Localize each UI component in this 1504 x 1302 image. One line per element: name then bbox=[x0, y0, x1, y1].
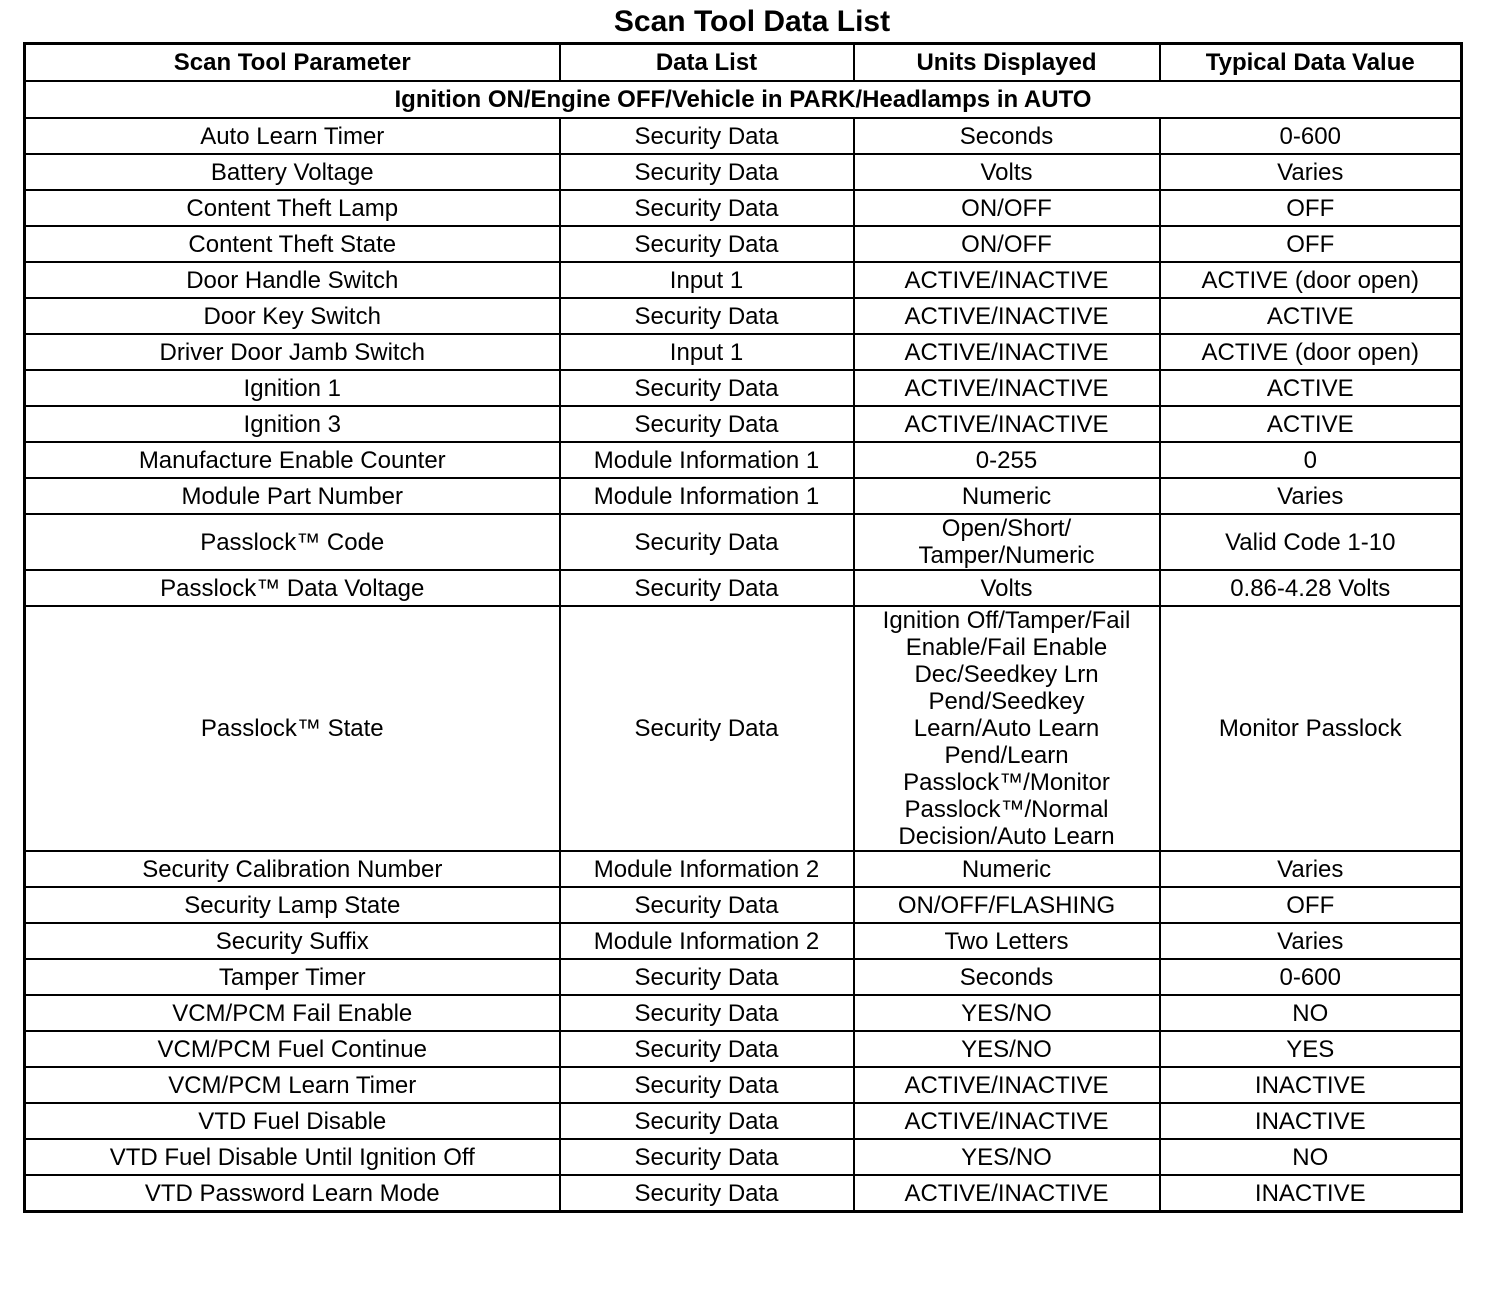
units-line: ACTIVE/INACTIVE bbox=[904, 410, 1109, 438]
cell-units-displayed bbox=[854, 606, 1160, 851]
table-row bbox=[25, 995, 1462, 1031]
cell-data-list: Security Data bbox=[560, 370, 854, 406]
units-line: Passlock™/Monitor bbox=[903, 769, 1110, 796]
cell-units-displayed bbox=[854, 478, 1160, 514]
cell-parameter: Door Key Switch bbox=[25, 298, 560, 334]
cell-parameter: VCM/PCM Fuel Continue bbox=[25, 1031, 560, 1067]
cell-data-list: Input 1 bbox=[560, 334, 854, 370]
cell-units-displayed bbox=[854, 995, 1160, 1031]
cell-parameter: Security Suffix bbox=[25, 923, 560, 959]
scan-tool-data-table bbox=[23, 42, 1463, 1213]
units-line: YES/NO bbox=[961, 1035, 1052, 1063]
table-row bbox=[25, 406, 1462, 442]
cell-parameter: Content Theft State bbox=[25, 226, 560, 262]
cell-units-displayed bbox=[854, 1175, 1160, 1212]
page-title: Scan Tool Data List bbox=[613, 5, 891, 38]
units-line: ACTIVE/INACTIVE bbox=[904, 1107, 1109, 1135]
table-row bbox=[25, 1139, 1462, 1175]
cell-data-list: Security Data bbox=[560, 1103, 854, 1139]
table-row bbox=[25, 370, 1462, 406]
table-row bbox=[25, 442, 1462, 478]
units-line: ACTIVE/INACTIVE bbox=[904, 1179, 1109, 1207]
cell-data-list: Security Data bbox=[560, 154, 854, 190]
units-line: Tamper/Numeric bbox=[918, 542, 1095, 569]
units-line: ACTIVE/INACTIVE bbox=[904, 302, 1109, 330]
cell-units-displayed bbox=[854, 570, 1160, 606]
cell-units-displayed bbox=[854, 118, 1160, 154]
table-row bbox=[25, 118, 1462, 154]
units-line: Numeric bbox=[961, 855, 1052, 883]
units-line: ACTIVE/INACTIVE bbox=[904, 266, 1109, 294]
table-row bbox=[25, 923, 1462, 959]
cell-units-displayed bbox=[854, 887, 1160, 923]
cell-typical-data-value: 0 bbox=[1160, 442, 1462, 478]
table-row bbox=[25, 887, 1462, 923]
units-line: Enable/Fail Enable bbox=[905, 634, 1108, 661]
cell-data-list: Security Data bbox=[560, 226, 854, 262]
cell-parameter: Passlock™ Code bbox=[25, 514, 560, 570]
cell-units-displayed bbox=[854, 298, 1160, 334]
cell-parameter: Passlock™ State bbox=[25, 606, 560, 851]
cell-data-list: Security Data bbox=[560, 995, 854, 1031]
cell-parameter: Ignition 3 bbox=[25, 406, 560, 442]
table-row bbox=[25, 478, 1462, 514]
cell-units-displayed bbox=[854, 1139, 1160, 1175]
cell-parameter: Security Calibration Number bbox=[25, 851, 560, 887]
units-line: ON/OFF bbox=[961, 230, 1052, 258]
cell-parameter: VCM/PCM Learn Timer bbox=[25, 1067, 560, 1103]
cell-units-displayed bbox=[854, 406, 1160, 442]
cell-typical-data-value: ACTIVE bbox=[1160, 406, 1462, 442]
cell-units-displayed bbox=[854, 851, 1160, 887]
cell-parameter: VTD Password Learn Mode bbox=[25, 1175, 560, 1212]
units-line: Seconds bbox=[959, 122, 1054, 150]
cell-parameter: Driver Door Jamb Switch bbox=[25, 334, 560, 370]
cell-data-list: Security Data bbox=[560, 606, 854, 851]
cell-parameter: Manufacture Enable Counter bbox=[25, 442, 560, 478]
cell-data-list: Security Data bbox=[560, 1031, 854, 1067]
cell-parameter: Auto Learn Timer bbox=[25, 118, 560, 154]
header-row bbox=[25, 44, 1462, 82]
cell-typical-data-value: ACTIVE (door open) bbox=[1160, 262, 1462, 298]
cell-units-displayed bbox=[854, 262, 1160, 298]
section-row bbox=[25, 81, 1462, 118]
cell-data-list: Security Data bbox=[560, 1139, 854, 1175]
cell-data-list: Security Data bbox=[560, 959, 854, 995]
table-row bbox=[25, 514, 1462, 570]
units-line: ON/OFF bbox=[961, 194, 1052, 222]
cell-typical-data-value: 0-600 bbox=[1160, 959, 1462, 995]
cell-units-displayed bbox=[854, 514, 1160, 570]
cell-typical-data-value: OFF bbox=[1160, 887, 1462, 923]
cell-typical-data-value: YES bbox=[1160, 1031, 1462, 1067]
cell-typical-data-value: Varies bbox=[1160, 923, 1462, 959]
cell-typical-data-value: INACTIVE bbox=[1160, 1175, 1462, 1212]
cell-typical-data-value: Varies bbox=[1160, 851, 1462, 887]
section-condition: Ignition ON/Engine OFF/Vehicle in PARK/Headlamps in AUTO bbox=[25, 81, 1462, 118]
cell-typical-data-value: 0.86-4.28 Volts bbox=[1160, 570, 1462, 606]
cell-data-list: Security Data bbox=[560, 887, 854, 923]
cell-data-list: Security Data bbox=[560, 514, 854, 570]
table-row bbox=[25, 570, 1462, 606]
cell-data-list: Security Data bbox=[560, 118, 854, 154]
cell-typical-data-value: OFF bbox=[1160, 190, 1462, 226]
units-line: ACTIVE/INACTIVE bbox=[904, 374, 1109, 402]
table-row bbox=[25, 1103, 1462, 1139]
cell-units-displayed bbox=[854, 959, 1160, 995]
cell-data-list: Input 1 bbox=[560, 262, 854, 298]
units-line: 0-255 bbox=[975, 446, 1038, 474]
header-typical-data-value: Typical Data Value bbox=[1160, 44, 1462, 82]
cell-units-displayed bbox=[854, 1031, 1160, 1067]
cell-parameter: Door Handle Switch bbox=[25, 262, 560, 298]
units-line: Seconds bbox=[959, 963, 1054, 991]
cell-parameter: VCM/PCM Fail Enable bbox=[25, 995, 560, 1031]
cell-units-displayed bbox=[854, 442, 1160, 478]
cell-data-list: Module Information 2 bbox=[560, 923, 854, 959]
cell-typical-data-value: ACTIVE (door open) bbox=[1160, 334, 1462, 370]
cell-typical-data-value: Monitor Passlock bbox=[1160, 606, 1462, 851]
units-line: YES/NO bbox=[961, 1143, 1052, 1171]
table-row bbox=[25, 851, 1462, 887]
table-row bbox=[25, 606, 1462, 851]
cell-parameter: Ignition 1 bbox=[25, 370, 560, 406]
cell-parameter: VTD Fuel Disable Until Ignition Off bbox=[25, 1139, 560, 1175]
cell-data-list: Security Data bbox=[560, 190, 854, 226]
cell-parameter: VTD Fuel Disable bbox=[25, 1103, 560, 1139]
units-line: Ignition Off/Tamper/Fail bbox=[882, 607, 1131, 634]
cell-parameter: Security Lamp State bbox=[25, 887, 560, 923]
cell-typical-data-value: ACTIVE bbox=[1160, 298, 1462, 334]
cell-data-list: Security Data bbox=[560, 1175, 854, 1212]
table-row bbox=[25, 959, 1462, 995]
table-row bbox=[25, 154, 1462, 190]
units-line: Decision/Auto Learn bbox=[898, 823, 1115, 850]
table-row bbox=[25, 190, 1462, 226]
cell-typical-data-value: Valid Code 1-10 bbox=[1160, 514, 1462, 570]
cell-data-list: Security Data bbox=[560, 570, 854, 606]
cell-units-displayed bbox=[854, 190, 1160, 226]
units-line: Open/Short/ bbox=[941, 515, 1072, 542]
header-units-displayed: Units Displayed bbox=[854, 44, 1160, 82]
table-row bbox=[25, 262, 1462, 298]
header-data-list: Data List bbox=[560, 44, 854, 82]
cell-typical-data-value: NO bbox=[1160, 1139, 1462, 1175]
table-row bbox=[25, 334, 1462, 370]
cell-units-displayed bbox=[854, 334, 1160, 370]
units-line: Two Letters bbox=[944, 927, 1069, 955]
cell-data-list: Module Information 1 bbox=[560, 442, 854, 478]
cell-typical-data-value: OFF bbox=[1160, 226, 1462, 262]
units-line: Numeric bbox=[961, 482, 1052, 510]
cell-data-list: Security Data bbox=[560, 1067, 854, 1103]
cell-parameter: Passlock™ Data Voltage bbox=[25, 570, 560, 606]
cell-data-list: Module Information 1 bbox=[560, 478, 854, 514]
cell-data-list: Module Information 2 bbox=[560, 851, 854, 887]
table-row bbox=[25, 1175, 1462, 1212]
table-row bbox=[25, 1031, 1462, 1067]
cell-parameter: Module Part Number bbox=[25, 478, 560, 514]
cell-typical-data-value: Varies bbox=[1160, 478, 1462, 514]
table-row bbox=[25, 226, 1462, 262]
cell-units-displayed bbox=[854, 154, 1160, 190]
cell-units-displayed bbox=[854, 1067, 1160, 1103]
cell-parameter: Tamper Timer bbox=[25, 959, 560, 995]
table-row bbox=[25, 1067, 1462, 1103]
cell-units-displayed bbox=[854, 1103, 1160, 1139]
units-line: ACTIVE/INACTIVE bbox=[904, 1071, 1109, 1099]
units-line: Learn/Auto Learn bbox=[913, 715, 1100, 742]
units-line: YES/NO bbox=[961, 999, 1052, 1027]
cell-units-displayed bbox=[854, 370, 1160, 406]
units-line: Passlock™/Normal bbox=[904, 796, 1109, 823]
cell-data-list: Security Data bbox=[560, 298, 854, 334]
cell-typical-data-value: INACTIVE bbox=[1160, 1103, 1462, 1139]
cell-parameter: Content Theft Lamp bbox=[25, 190, 560, 226]
cell-typical-data-value: INACTIVE bbox=[1160, 1067, 1462, 1103]
cell-typical-data-value: NO bbox=[1160, 995, 1462, 1031]
cell-typical-data-value: Varies bbox=[1160, 154, 1462, 190]
units-line: ON/OFF/FLASHING bbox=[897, 891, 1116, 919]
units-line: Volts bbox=[980, 574, 1033, 602]
units-line: Volts bbox=[980, 158, 1033, 186]
cell-units-displayed bbox=[854, 226, 1160, 262]
units-line: ACTIVE/INACTIVE bbox=[904, 338, 1109, 366]
units-line: Dec/Seedkey Lrn bbox=[914, 661, 1099, 688]
cell-typical-data-value: 0-600 bbox=[1160, 118, 1462, 154]
cell-data-list: Security Data bbox=[560, 406, 854, 442]
units-line: Pend/Seedkey bbox=[928, 688, 1085, 715]
header-scan-tool-parameter: Scan Tool Parameter bbox=[25, 44, 560, 82]
cell-parameter: Battery Voltage bbox=[25, 154, 560, 190]
table-row bbox=[25, 298, 1462, 334]
units-line: Pend/Learn bbox=[944, 742, 1069, 769]
cell-units-displayed bbox=[854, 923, 1160, 959]
cell-typical-data-value: ACTIVE bbox=[1160, 370, 1462, 406]
